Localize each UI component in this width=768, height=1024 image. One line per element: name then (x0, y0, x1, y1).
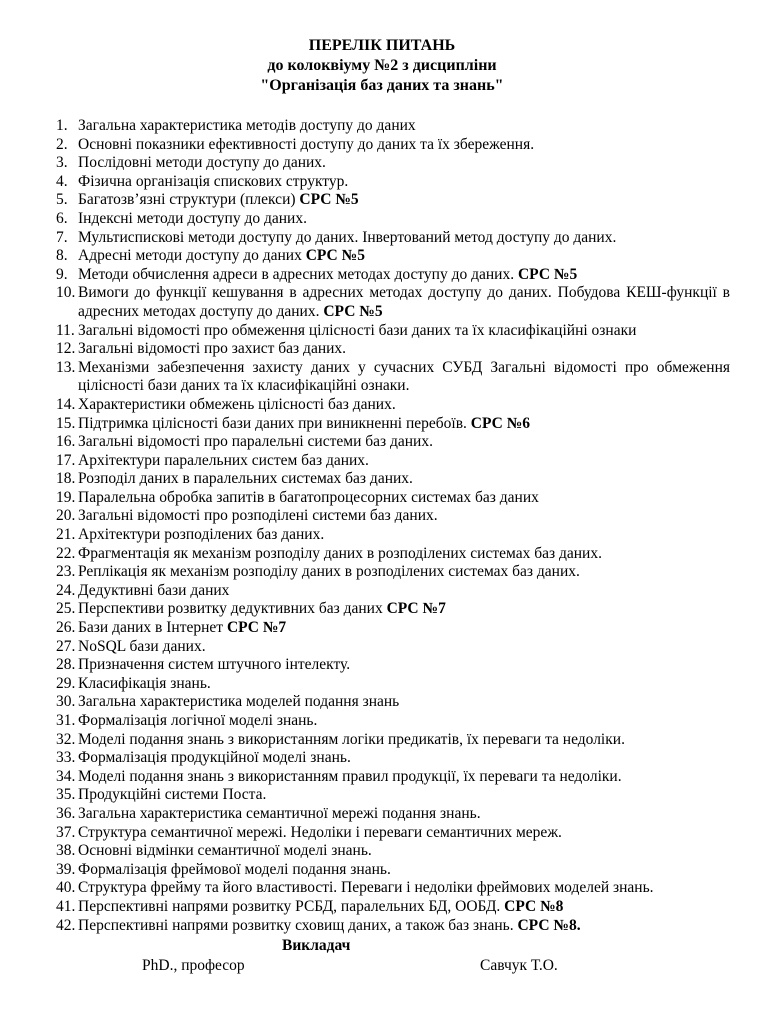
question-number: 6. (56, 209, 68, 227)
question-text-block (78, 768, 730, 787)
question-text: Загальні відомості про розподілені системи баз даних. (78, 507, 438, 525)
signature-role: Викладач (282, 937, 351, 955)
question-item (56, 452, 730, 471)
question-number: 15. (56, 414, 76, 432)
question-text: Механізми забезпечення захисту даних у сучасних СУБД Загальні відомості про обмеження цілісності бази даних та їх класифікаційні ознаки. (78, 358, 730, 395)
question-text: Загальна характеристика семантичної мережі подання знань. (78, 804, 481, 822)
course-title: "Організація баз даних та знань" (260, 77, 504, 94)
question-text-block (78, 507, 730, 526)
question-text-block (78, 898, 730, 917)
signature-name: Савчук Т.О. (480, 957, 558, 975)
question-number: 32. (56, 730, 76, 748)
question-text-block (78, 563, 730, 582)
question-item (56, 415, 730, 434)
question-number: 38. (56, 842, 76, 860)
document-header (34, 36, 730, 96)
question-item (56, 805, 730, 824)
srs-label: СРС №6 (470, 414, 531, 432)
question-text-block (78, 229, 730, 248)
question-item (56, 600, 730, 619)
question-item (56, 749, 730, 768)
document-title: ПЕРЕЛІК ПИТАНЬ (308, 37, 456, 54)
question-number: 2. (56, 135, 68, 153)
question-text-block (78, 359, 730, 396)
question-item (56, 154, 730, 173)
question-text: Основні показники ефективності доступу до даних та їх збереження. (78, 135, 535, 153)
question-number: 21. (56, 526, 76, 544)
question-text: NoSQL бази даних. (78, 637, 206, 655)
question-number: 8. (56, 247, 68, 265)
question-number: 42. (56, 916, 76, 934)
question-item (56, 396, 730, 415)
question-text: Багатозв’язні структури (плекси) (78, 191, 296, 209)
question-number: 37. (56, 823, 76, 841)
question-item (56, 675, 730, 694)
question-number: 26. (56, 619, 76, 637)
srs-label: СРС №5 (517, 265, 578, 283)
question-number: 25. (56, 600, 76, 618)
question-text-block (78, 470, 730, 489)
question-number: 33. (56, 749, 76, 767)
question-text: Перспективи розвитку дедуктивних баз даних (78, 600, 383, 618)
question-item (56, 638, 730, 657)
question-item (56, 322, 730, 341)
question-item (56, 191, 730, 210)
question-number: 27. (56, 637, 76, 655)
question-text-block (78, 136, 730, 155)
question-text: Вимоги до функції кешування в адресних методах доступу до даних. Побудова КЕШ-функції в адресних методах доступу до даних. (78, 284, 730, 320)
question-text: Характеристики обмежень цілісності баз даних. (78, 395, 396, 413)
question-list (56, 117, 730, 935)
question-number: 19. (56, 488, 76, 506)
question-text: Загальна характеристика методів доступу до даних (78, 117, 416, 134)
question-item (56, 656, 730, 675)
question-text: Формалізація логічної моделі знань. (78, 712, 318, 729)
question-number: 11. (56, 321, 75, 339)
question-item (56, 340, 730, 359)
question-text: Архітектури розподілених баз даних. (78, 526, 325, 544)
question-item (56, 489, 730, 508)
srs-label: СРС №8. (517, 916, 581, 934)
question-text: Загальні відомості про паралельні системи баз даних. (78, 433, 433, 451)
question-item (56, 117, 730, 136)
signature-block (56, 935, 730, 995)
question-number: 40. (56, 879, 76, 897)
question-text: Загальні відомості про захист баз даних. (78, 340, 347, 358)
question-text-block (78, 433, 730, 452)
question-number: 34. (56, 767, 76, 785)
question-text-block (78, 340, 730, 359)
question-number: 28. (56, 656, 76, 674)
question-text-block (78, 712, 730, 731)
question-item (56, 563, 730, 582)
question-text-block (78, 210, 730, 229)
question-number: 29. (56, 674, 76, 692)
question-text: Бази даних в Інтернет (78, 619, 224, 637)
question-text-block (78, 154, 730, 173)
question-number: 39. (56, 860, 76, 878)
question-number: 3. (56, 154, 68, 172)
question-text-block (78, 879, 730, 898)
question-text: Моделі подання знань з використанням правил продукції, їх переваги та недоліки. (78, 767, 622, 785)
question-text-block (78, 693, 730, 712)
question-text: Послідовні методи доступу до даних. (78, 154, 326, 172)
question-item (56, 786, 730, 805)
question-text-block (78, 452, 730, 471)
question-text-block (78, 917, 730, 936)
question-text: Загальна характеристика моделей подання знань (78, 693, 400, 711)
question-text-block (78, 824, 730, 843)
question-text-block (78, 191, 730, 210)
question-item (56, 768, 730, 787)
question-text: Фізична організація спискових структур. (78, 172, 349, 190)
srs-label: СРС №7 (226, 619, 287, 637)
document-subtitle: до колоквіуму №2 з дисципліни (267, 57, 497, 74)
srs-label: СРС №5 (305, 247, 365, 265)
question-text: Адресні методи доступу до даних (78, 247, 302, 265)
question-number: 1. (56, 117, 68, 134)
question-number: 22. (56, 544, 76, 562)
question-text: Мультиспискові методи доступу до даних. Інвертований метод доступу до даних. (78, 228, 617, 246)
question-number: 7. (56, 228, 68, 246)
question-text: Перспективні напрями розвитку сховищ даних, а також баз знань. (78, 916, 514, 934)
question-number: 20. (56, 507, 76, 525)
question-item (56, 526, 730, 545)
question-text-block (78, 842, 730, 861)
question-number: 31. (56, 712, 76, 729)
question-text: Формалізація фреймової моделі подання знань. (78, 860, 391, 878)
question-text-block (78, 284, 730, 321)
signature-position: PhD., професор (142, 957, 245, 975)
question-item (56, 173, 730, 192)
question-text-block (78, 489, 730, 508)
question-text: Фрагментація як механізм розподілу даних в розподілених системах баз даних. (78, 544, 602, 562)
question-text-block (78, 396, 730, 415)
question-item (56, 284, 730, 321)
question-item (56, 619, 730, 638)
question-text-block (78, 731, 730, 750)
srs-label: СРС №5 (299, 191, 359, 209)
srs-label: СРС №7 (386, 600, 446, 618)
question-text-block (78, 247, 730, 266)
question-text: Індексні методи доступу до даних. (78, 209, 307, 227)
question-item (56, 136, 730, 155)
question-item (56, 229, 730, 248)
question-number: 12. (56, 340, 76, 358)
question-text: Загальні відомості про обмеження цілісності бази даних та їх класифікаційні ознаки (78, 321, 637, 339)
question-text-block (78, 861, 730, 880)
question-text: Дедуктивні бази даних (78, 581, 230, 599)
question-number: 4. (56, 172, 68, 190)
question-item (56, 433, 730, 452)
question-text: Призначення систем штучного інтелекту. (78, 656, 351, 674)
question-number: 23. (56, 563, 76, 581)
question-text-block (78, 786, 730, 805)
question-item (56, 507, 730, 526)
question-number: 30. (56, 693, 76, 711)
question-item (56, 898, 730, 917)
question-number: 9. (56, 265, 68, 283)
question-text-block (78, 266, 730, 285)
srs-label: СРС №8 (504, 897, 564, 915)
question-number: 16. (56, 433, 76, 451)
question-number: 17. (56, 451, 76, 469)
question-item (56, 582, 730, 601)
question-item (56, 731, 730, 750)
question-text: Основні відмінки семантичної моделі знань. (78, 842, 372, 860)
question-text-block (78, 526, 730, 545)
question-number: 35. (56, 786, 76, 804)
question-item (56, 545, 730, 564)
question-text: Підтримка цілісності бази даних при виникненні перебоїв. (78, 414, 467, 432)
question-text-block (78, 749, 730, 768)
question-text-block (78, 545, 730, 564)
question-item (56, 842, 730, 861)
question-item (56, 712, 730, 731)
question-text-block (78, 600, 730, 619)
question-item (56, 879, 730, 898)
question-number: 5. (56, 191, 68, 209)
question-text-block (78, 675, 730, 694)
question-item (56, 824, 730, 843)
question-number: 41. (56, 897, 76, 915)
question-item (56, 861, 730, 880)
question-number: 10. (56, 284, 76, 302)
question-text: Розподіл даних в паралельних системах баз даних. (78, 470, 413, 488)
question-text: Структура фрейму та його властивості. Переваги і недоліки фреймових моделей знань. (78, 879, 654, 897)
question-item (56, 693, 730, 712)
question-text-block (78, 638, 730, 657)
question-item (56, 470, 730, 489)
question-text: Моделі подання знань з використанням логіки предикатів, їх переваги та недоліки. (78, 730, 625, 748)
question-text: Архітектури паралельних систем баз даних. (78, 451, 369, 469)
question-number: 36. (56, 804, 76, 822)
question-text: Перспективні напрями розвитку РСБД, паралельних БД, ООБД. (78, 897, 501, 915)
question-text: Структура семантичної мережі. Недоліки і переваги семантичних мереж. (78, 823, 562, 841)
question-item (56, 247, 730, 266)
question-number: 24. (56, 581, 76, 599)
question-number: 18. (56, 470, 76, 488)
question-item (56, 359, 730, 396)
question-number: 13. (56, 358, 76, 376)
question-text-block (78, 322, 730, 341)
question-item (56, 210, 730, 229)
question-text: Формалізація продукційної моделі знань. (78, 749, 351, 767)
question-text-block (78, 415, 730, 434)
question-text: Методи обчислення адреси в адресних методах доступу до даних. (78, 265, 515, 283)
question-text-block (78, 117, 730, 136)
question-item (56, 917, 730, 936)
question-number: 14. (56, 395, 76, 413)
question-item (56, 266, 730, 285)
question-text-block (78, 173, 730, 192)
question-text-block (78, 805, 730, 824)
question-text-block (78, 656, 730, 675)
srs-label: СРС №5 (323, 302, 383, 320)
question-text: Продукційні системи Поста. (78, 786, 267, 804)
question-text: Паралельна обробка запитів в багатопроцесорних системах баз даних (78, 488, 539, 506)
question-text: Реплікація як механізм розподілу даних в розподілених системах баз даних. (78, 563, 580, 581)
question-text: Класифікація знань. (78, 674, 211, 692)
question-text-block (78, 582, 730, 601)
question-text-block (78, 619, 730, 638)
